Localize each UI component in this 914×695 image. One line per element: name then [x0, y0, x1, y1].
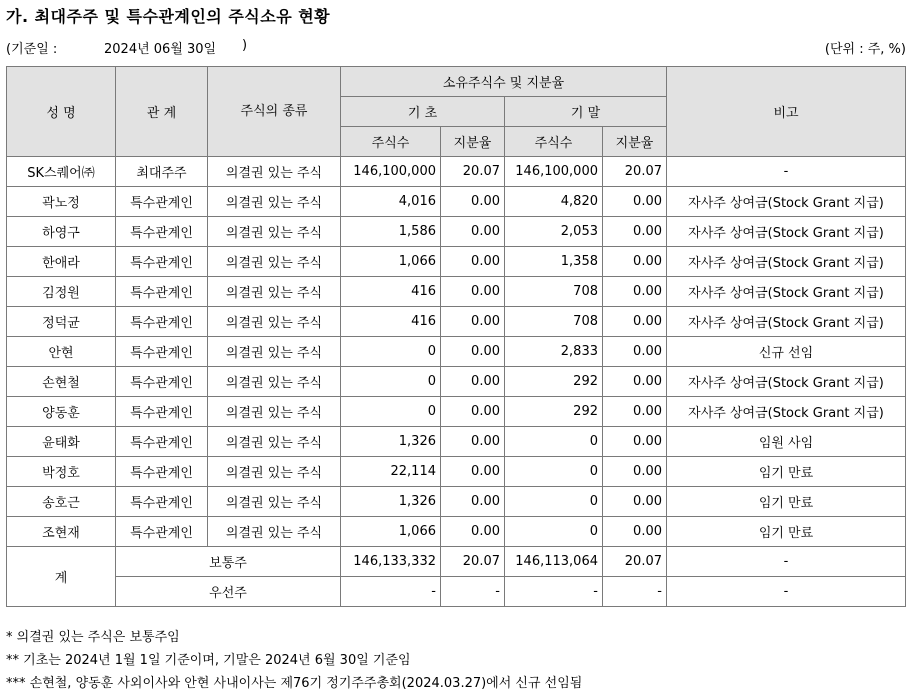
relation-cell: 특수관계인	[116, 367, 208, 397]
table-row	[7, 187, 906, 217]
end-ratio-cell: 20.07	[603, 157, 667, 187]
stock-type-cell: 의결권 있는 주식	[208, 457, 341, 487]
end-shares-cell: 708	[505, 307, 603, 337]
table-row	[7, 337, 906, 367]
stock-type-cell: 의결권 있는 주식	[208, 397, 341, 427]
stock-type-cell: 의결권 있는 주식	[208, 187, 341, 217]
total-common-start-shares: 146,133,332	[341, 547, 441, 577]
table-row	[7, 217, 906, 247]
end-shares-cell: 146,100,000	[505, 157, 603, 187]
shareholder-name-cell: 조현재	[7, 517, 116, 547]
end-ratio-cell: 0.00	[603, 187, 667, 217]
table-row	[7, 427, 906, 457]
header-remark: 비고	[667, 67, 906, 157]
total-preferred-start-shares: -	[341, 577, 441, 607]
section-title: 가. 최대주주 및 특수관계인의 주식소유 현황	[6, 7, 331, 26]
relation-cell: 특수관계인	[116, 517, 208, 547]
shareholder-name-cell: 손현철	[7, 367, 116, 397]
stock-type-cell: 의결권 있는 주식	[208, 247, 341, 277]
end-ratio-cell: 0.00	[603, 397, 667, 427]
footnote-3: *** 손현철, 양동훈 사외이사와 안현 사내이사는 제76기 정기주주총회(2024.03.27)에서 신규 선임됨	[6, 676, 583, 691]
end-shares-cell: 0	[505, 487, 603, 517]
start-ratio-cell: 0.00	[441, 457, 505, 487]
total-common-start-ratio: 20.07	[441, 547, 505, 577]
header-name: 성 명	[7, 67, 116, 157]
start-shares-cell: 146,100,000	[341, 157, 441, 187]
start-shares-cell: 22,114	[341, 457, 441, 487]
end-shares-cell: 0	[505, 427, 603, 457]
relation-cell: 최대주주	[116, 157, 208, 187]
end-shares-cell: 2,833	[505, 337, 603, 367]
shareholder-name-cell: 하영구	[7, 217, 116, 247]
footnotes	[6, 626, 582, 695]
stock-type-cell: 의결권 있는 주식	[208, 487, 341, 517]
stock-type-cell: 의결권 있는 주식	[208, 157, 341, 187]
header-period-start: 기 초	[341, 97, 505, 127]
table-row	[7, 517, 906, 547]
footnote-2: ** 기초는 2024년 1월 1일 기준이며, 기말은 2024년 6월 30일 기준임	[6, 653, 411, 668]
start-ratio-cell: 0.00	[441, 337, 505, 367]
start-shares-cell: 1,066	[341, 247, 441, 277]
stock-type-cell: 의결권 있는 주식	[208, 517, 341, 547]
header-ownership: 소유주식수 및 지분율	[341, 67, 667, 97]
relation-cell: 특수관계인	[116, 397, 208, 427]
total-preferred-type: 우선주	[116, 577, 341, 607]
header-end-shares: 주식수	[505, 127, 603, 157]
shareholder-name-cell: 송호근	[7, 487, 116, 517]
start-ratio-cell: 0.00	[441, 427, 505, 457]
relation-cell: 특수관계인	[116, 427, 208, 457]
remark-cell: 신규 선임	[667, 337, 906, 367]
end-shares-cell: 292	[505, 397, 603, 427]
shareholder-name-cell: 김정원	[7, 277, 116, 307]
table-row	[7, 277, 906, 307]
table-row	[7, 457, 906, 487]
relation-cell: 특수관계인	[116, 337, 208, 367]
header-period-end: 기 말	[505, 97, 667, 127]
end-shares-cell: 708	[505, 277, 603, 307]
relation-cell: 특수관계인	[116, 247, 208, 277]
table-row	[7, 157, 906, 187]
end-ratio-cell: 0.00	[603, 487, 667, 517]
remark-cell: 자사주 상여금(Stock Grant 지급)	[667, 397, 906, 427]
shareholder-name-cell: SK스퀘어㈜	[7, 157, 116, 187]
relation-cell: 특수관계인	[116, 277, 208, 307]
stock-type-cell: 의결권 있는 주식	[208, 367, 341, 397]
start-ratio-cell: 20.07	[441, 157, 505, 187]
end-ratio-cell: 0.00	[603, 247, 667, 277]
end-ratio-cell: 0.00	[603, 517, 667, 547]
total-label: 계	[7, 547, 116, 607]
footnote-1: * 의결권 있는 주식은 보통주임	[6, 630, 180, 645]
remark-cell: 임기 만료	[667, 487, 906, 517]
start-shares-cell: 0	[341, 337, 441, 367]
start-shares-cell: 0	[341, 397, 441, 427]
remark-cell: 임기 만료	[667, 517, 906, 547]
table-row	[7, 247, 906, 277]
base-date: 2024년 06월 30일	[104, 42, 217, 57]
end-ratio-cell: 0.00	[603, 427, 667, 457]
start-ratio-cell: 0.00	[441, 187, 505, 217]
base-date-close: )	[242, 38, 248, 53]
remark-cell: 자사주 상여금(Stock Grant 지급)	[667, 187, 906, 217]
table-row	[7, 397, 906, 427]
start-ratio-cell: 0.00	[441, 307, 505, 337]
start-shares-cell: 1,586	[341, 217, 441, 247]
header-start-shares: 주식수	[341, 127, 441, 157]
relation-cell: 특수관계인	[116, 457, 208, 487]
stock-type-cell: 의결권 있는 주식	[208, 337, 341, 367]
relation-cell: 특수관계인	[116, 217, 208, 247]
table-row	[7, 367, 906, 397]
base-date-label: (기준일 :	[6, 42, 58, 57]
start-shares-cell: 416	[341, 307, 441, 337]
start-ratio-cell: 0.00	[441, 517, 505, 547]
end-shares-cell: 2,053	[505, 217, 603, 247]
total-common-end-shares: 146,113,064	[505, 547, 603, 577]
total-row-preferred	[7, 577, 906, 607]
end-ratio-cell: 0.00	[603, 367, 667, 397]
end-shares-cell: 0	[505, 457, 603, 487]
start-ratio-cell: 0.00	[441, 397, 505, 427]
start-shares-cell: 416	[341, 277, 441, 307]
start-ratio-cell: 0.00	[441, 247, 505, 277]
shareholder-name-cell: 박정호	[7, 457, 116, 487]
start-ratio-cell: 0.00	[441, 217, 505, 247]
total-preferred-end-shares: -	[505, 577, 603, 607]
start-shares-cell: 1,326	[341, 427, 441, 457]
end-ratio-cell: 0.00	[603, 217, 667, 247]
shareholder-name-cell: 정덕균	[7, 307, 116, 337]
end-shares-cell: 0	[505, 517, 603, 547]
end-ratio-cell: 0.00	[603, 337, 667, 367]
table-row	[7, 307, 906, 337]
start-shares-cell: 1,326	[341, 487, 441, 517]
shareholder-name-cell: 안현	[7, 337, 116, 367]
total-row-common	[7, 547, 906, 577]
stock-type-cell: 의결권 있는 주식	[208, 277, 341, 307]
remark-cell: 임기 만료	[667, 457, 906, 487]
header-start-ratio: 지분율	[441, 127, 505, 157]
start-ratio-cell: 0.00	[441, 277, 505, 307]
end-ratio-cell: 0.00	[603, 277, 667, 307]
total-preferred-end-ratio: -	[603, 577, 667, 607]
end-ratio-cell: 0.00	[603, 457, 667, 487]
shareholder-name-cell: 양동훈	[7, 397, 116, 427]
total-common-end-ratio: 20.07	[603, 547, 667, 577]
stock-type-cell: 의결권 있는 주식	[208, 307, 341, 337]
end-shares-cell: 4,820	[505, 187, 603, 217]
start-shares-cell: 0	[341, 367, 441, 397]
remark-cell: -	[667, 157, 906, 187]
end-shares-cell: 292	[505, 367, 603, 397]
shareholder-name-cell: 윤태화	[7, 427, 116, 457]
start-shares-cell: 4,016	[341, 187, 441, 217]
header-end-ratio: 지분율	[603, 127, 667, 157]
remark-cell: 자사주 상여금(Stock Grant 지급)	[667, 367, 906, 397]
shareholder-name-cell: 곽노정	[7, 187, 116, 217]
total-common-type: 보통주	[116, 547, 341, 577]
total-preferred-start-ratio: -	[441, 577, 505, 607]
shareholder-name-cell: 한애라	[7, 247, 116, 277]
unit-label: (단위 : 주, %)	[824, 42, 906, 57]
remark-cell: 자사주 상여금(Stock Grant 지급)	[667, 247, 906, 277]
header-stock-type: 주식의 종류	[208, 67, 341, 157]
total-common-remark: -	[667, 547, 906, 577]
relation-cell: 특수관계인	[116, 187, 208, 217]
start-shares-cell: 1,066	[341, 517, 441, 547]
stock-type-cell: 의결권 있는 주식	[208, 427, 341, 457]
relation-cell: 특수관계인	[116, 487, 208, 517]
end-shares-cell: 1,358	[505, 247, 603, 277]
remark-cell: 임원 사임	[667, 427, 906, 457]
stock-type-cell: 의결권 있는 주식	[208, 217, 341, 247]
remark-cell: 자사주 상여금(Stock Grant 지급)	[667, 217, 906, 247]
table-row	[7, 487, 906, 517]
end-ratio-cell: 0.00	[603, 307, 667, 337]
shareholder-table	[6, 66, 906, 607]
relation-cell: 특수관계인	[116, 307, 208, 337]
start-ratio-cell: 0.00	[441, 487, 505, 517]
total-preferred-remark: -	[667, 577, 906, 607]
remark-cell: 자사주 상여금(Stock Grant 지급)	[667, 307, 906, 337]
remark-cell: 자사주 상여금(Stock Grant 지급)	[667, 277, 906, 307]
header-relation: 관 계	[116, 67, 208, 157]
start-ratio-cell: 0.00	[441, 367, 505, 397]
